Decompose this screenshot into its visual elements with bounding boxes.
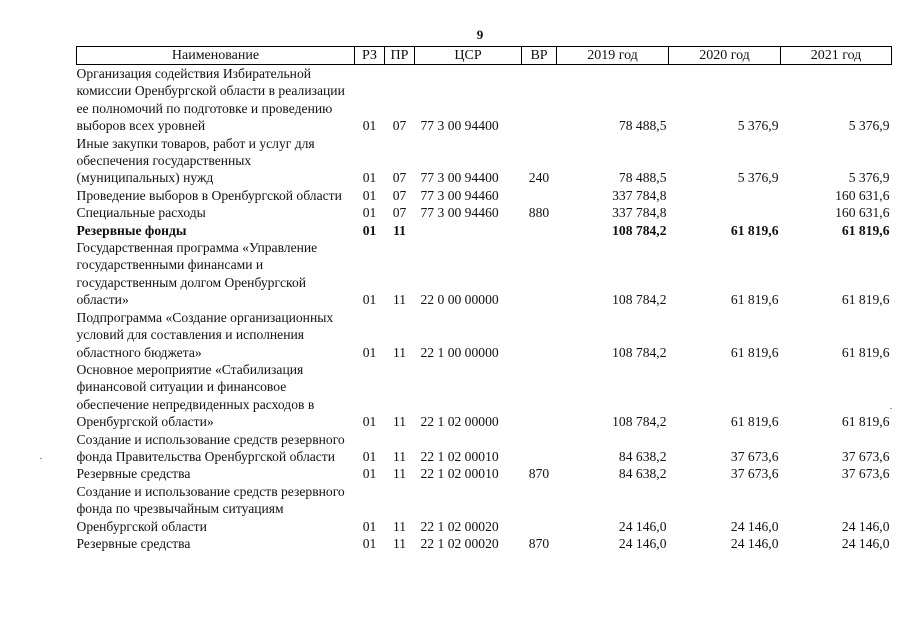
table-row: [77, 239, 892, 309]
cell-csr: 77 3 00 94460: [420, 187, 499, 203]
cell-vr: 870: [528, 535, 550, 551]
table-body: [77, 65, 892, 553]
cell-2019: 108 784,2: [612, 222, 667, 238]
header-2020: 2020 год: [669, 47, 781, 65]
cell-2019: 108 784,2: [612, 344, 667, 360]
table-header: [77, 47, 892, 65]
cell-2019: 78 488,5: [618, 170, 667, 186]
cell-pr: 07: [392, 118, 407, 134]
cell-rz: 01: [362, 344, 377, 360]
cell-vr: [522, 65, 557, 135]
cell-vr: [522, 483, 557, 535]
cell-name: Государственная программа «Управление государственными финансами и государственным долгом Оренбургской области»: [76, 240, 318, 308]
cell-2019: 24 146,0: [618, 518, 667, 534]
cell-2019: 84 638,2: [618, 466, 667, 482]
cell-name: Резервные средства: [76, 535, 191, 551]
table-row: [77, 483, 892, 535]
cell-rz: 01: [362, 466, 377, 482]
table-row: [77, 222, 892, 239]
cell-vr: [522, 431, 557, 466]
cell-2021: 24 146,0: [841, 518, 890, 534]
cell-2021: 37 673,6: [841, 466, 890, 482]
cell-2021: 61 819,6: [841, 344, 890, 360]
cell-rz: 01: [362, 205, 377, 221]
cell-name: Иные закупки товаров, работ и услуг для обеспечения государственных (муниципальных) нужд: [76, 135, 315, 186]
cell-name: Основное мероприятие «Стабилизация финансовой ситуации и финансовое обеспечение непредвиденных расходов в Оренбургской области»: [76, 361, 315, 430]
cell-2021: 160 631,6: [835, 205, 890, 221]
cell-2020: 61 819,6: [730, 344, 779, 360]
cell-csr: 77 3 00 94460: [420, 205, 499, 221]
cell-name: Создание и использование средств резервного фонда по чрезвычайным ситуациям Оренбургской области: [76, 483, 345, 534]
cell-pr: 11: [393, 222, 406, 238]
cell-vr: [522, 187, 557, 204]
cell-2020: 61 819,6: [730, 414, 779, 430]
cell-2019: 24 146,0: [618, 535, 667, 551]
cell-rz: 01: [362, 170, 377, 186]
cell-2021: 5 376,9: [848, 170, 890, 186]
cell-2020: [669, 204, 781, 221]
cell-pr: 07: [392, 205, 407, 221]
cell-pr: 11: [392, 466, 407, 482]
cell-2020: 24 146,0: [730, 535, 779, 551]
cell-csr: 22 1 02 00020: [420, 518, 499, 534]
budget-table: [76, 46, 892, 552]
cell-2020: 24 146,0: [730, 518, 779, 534]
table-row: [77, 465, 892, 482]
scan-speck: [890, 408, 892, 409]
cell-pr: 11: [392, 414, 407, 430]
table-row: [77, 204, 892, 221]
table-row: [77, 65, 892, 135]
cell-name: Создание и использование средств резервного фонда Правительства Оренбургской области: [76, 431, 345, 464]
scan-speck: [40, 458, 42, 459]
cell-2020: 61 819,6: [730, 292, 779, 308]
cell-2019: 78 488,5: [618, 118, 667, 134]
cell-pr: 11: [392, 535, 407, 551]
header-2021: 2021 год: [781, 47, 892, 65]
table-row: [77, 187, 892, 204]
cell-vr: [522, 222, 557, 239]
cell-csr: [415, 222, 522, 239]
cell-rz: 01: [362, 518, 377, 534]
cell-2021: 61 819,6: [841, 292, 890, 308]
table-row: [77, 431, 892, 466]
header-name: Наименование: [77, 47, 355, 65]
cell-csr: 22 1 02 00000: [420, 414, 499, 430]
cell-2021: 160 631,6: [835, 187, 890, 203]
cell-name: Проведение выборов в Оренбургской области: [76, 187, 342, 203]
cell-2020: 5 376,9: [737, 118, 779, 134]
table-row: [77, 535, 892, 552]
cell-rz: 01: [362, 118, 377, 134]
cell-vr: 880: [528, 205, 550, 221]
table-row: [77, 361, 892, 431]
cell-pr: 11: [392, 518, 407, 534]
table-row: [77, 135, 892, 187]
cell-pr: 11: [392, 448, 407, 464]
cell-2021: 37 673,6: [841, 448, 890, 464]
cell-csr: 22 1 02 00010: [420, 466, 499, 482]
cell-csr: 22 1 02 00010: [420, 448, 499, 464]
cell-2020: 37 673,6: [730, 448, 779, 464]
cell-rz: 01: [362, 292, 377, 308]
cell-csr: 22 1 00 00000: [420, 344, 499, 360]
cell-2020: 5 376,9: [737, 170, 779, 186]
cell-2021: 24 146,0: [841, 535, 890, 551]
cell-name: Организация содействия Избирательной комиссии Оренбургской области в реализации ее полномочий по подготовке и проведению выборов всех уровней: [76, 66, 345, 134]
cell-2019: 84 638,2: [618, 448, 667, 464]
cell-vr: [522, 361, 557, 431]
cell-rz: 01: [362, 222, 377, 238]
cell-2019: 108 784,2: [612, 414, 667, 430]
cell-rz: 01: [362, 187, 377, 203]
table-row: [77, 309, 892, 361]
cell-2020: 37 673,6: [730, 466, 779, 482]
cell-2021: 61 819,6: [841, 222, 890, 238]
cell-pr: 11: [392, 292, 407, 308]
cell-2019: 337 784,8: [612, 187, 667, 203]
cell-2019: 337 784,8: [612, 205, 667, 221]
cell-name: Специальные расходы: [76, 205, 206, 221]
cell-vr: [522, 239, 557, 309]
cell-2021: 61 819,6: [841, 414, 890, 430]
cell-rz: 01: [362, 414, 377, 430]
header-row: [77, 47, 892, 65]
cell-pr: 07: [392, 187, 407, 203]
cell-2019: 108 784,2: [612, 292, 667, 308]
cell-name: Резервные фонды: [76, 222, 187, 238]
header-rz: РЗ: [355, 47, 385, 65]
cell-csr: 77 3 00 94400: [420, 118, 499, 134]
cell-pr: 11: [392, 344, 407, 360]
cell-name: Подпрограмма «Создание организационных условий для составления и исполнения областного бюджета»: [76, 309, 334, 360]
header-csr: ЦСР: [415, 47, 522, 65]
cell-csr: 22 1 02 00020: [420, 535, 499, 551]
cell-csr: 22 0 00 00000: [420, 292, 499, 308]
cell-pr: 07: [392, 170, 407, 186]
cell-name: Резервные средства: [76, 466, 191, 482]
cell-rz: 01: [362, 535, 377, 551]
cell-vr: 870: [528, 466, 550, 482]
cell-2020: 61 819,6: [730, 222, 779, 238]
cell-2021: 5 376,9: [848, 118, 890, 134]
page-number: 9: [476, 27, 484, 42]
cell-2020: [669, 187, 781, 204]
header-2019: 2019 год: [557, 47, 669, 65]
cell-rz: 01: [362, 448, 377, 464]
cell-vr: [522, 309, 557, 361]
header-vr: ВР: [522, 47, 557, 65]
header-pr: ПР: [385, 47, 415, 65]
cell-vr: 240: [528, 170, 550, 186]
cell-csr: 77 3 00 94400: [420, 170, 499, 186]
